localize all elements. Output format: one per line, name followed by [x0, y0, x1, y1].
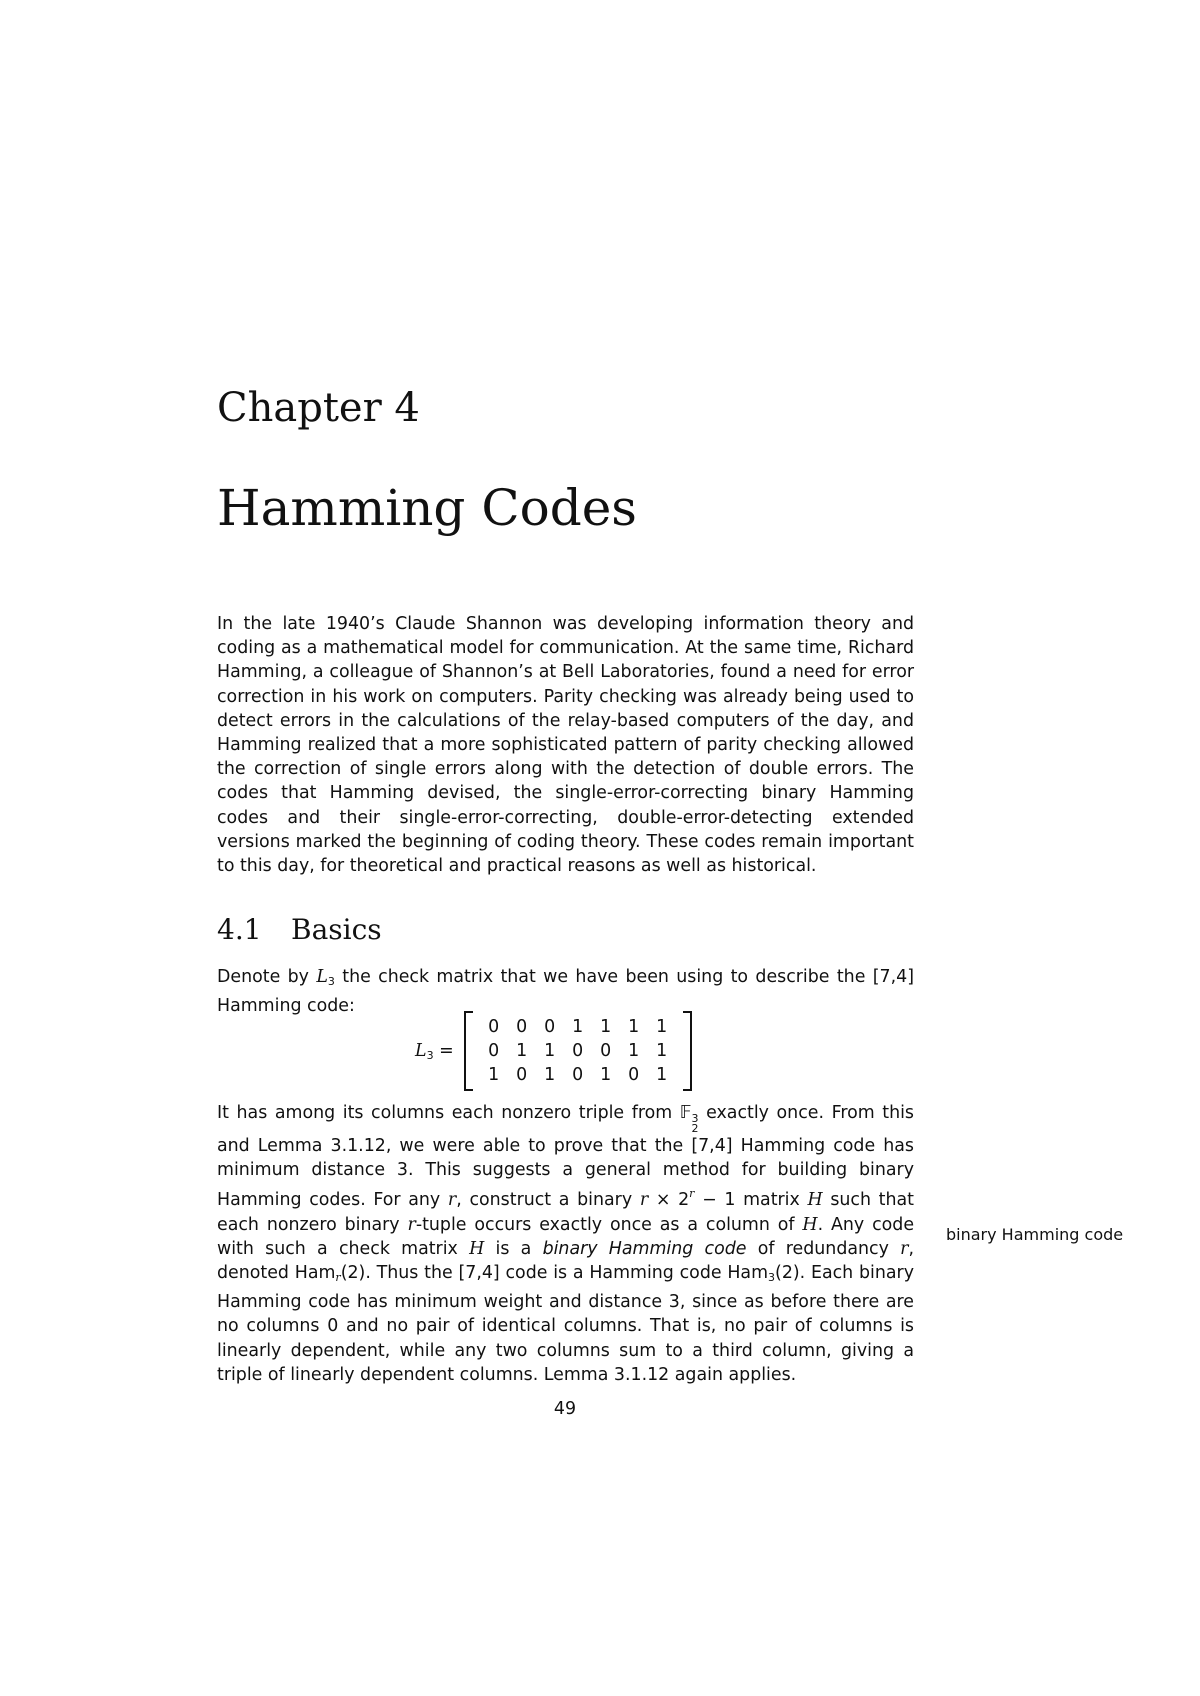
section-heading: [217, 913, 382, 947]
math-symbol: H: [802, 1214, 818, 1235]
matrix-cell: 1: [656, 1065, 668, 1085]
matrix-cell: 1: [600, 1017, 612, 1037]
page-number: 49: [553, 1399, 577, 1419]
matrix-cell: 0: [516, 1065, 528, 1085]
text-run: (2). Thus the [7,4] code is a Hamming code Ham: [340, 1263, 769, 1284]
math-symbol: H: [807, 1190, 823, 1211]
math-subscript: r: [335, 1271, 341, 1285]
matrix-cell: 1: [544, 1065, 556, 1085]
matrix-cell: 1: [628, 1041, 640, 1061]
math-subscript: 2: [691, 1122, 699, 1135]
matrix-cell: 0: [572, 1065, 584, 1085]
math-symbol: L: [316, 967, 328, 987]
math-subscript: 3: [426, 1048, 434, 1062]
matrix-equation: [415, 1011, 692, 1091]
matrix-cell: 0: [628, 1065, 640, 1085]
matrix-cell: 1: [516, 1041, 528, 1061]
math-subscript: 3: [768, 1271, 776, 1285]
text-run: (2). Each binary Hamming code has minimum weight and distance 3, since as before there are no columns 0 and no pair of identical columns. That is, no pair of columns is linearly dependent, while any two columns sum to a third column, giving a triple of linearly dependent columns. Lemma 3.1.12 again applies.: [217, 1263, 914, 1385]
matrix-cell: 1: [544, 1041, 556, 1061]
text-run: , denoted Ham: [217, 1238, 915, 1284]
text-run: exactly once. From this and Lemma 3.1.12, we were able to prove that the [7,4] Hamming code has minimum distance 3. This suggests a general method for building binary Hamming codes. For any: [217, 1103, 914, 1211]
math-symbol: L: [415, 1040, 427, 1061]
basics-paragraph-2: [217, 1101, 914, 1387]
text-run: -tuple occurs exactly once as a column of: [415, 1214, 803, 1235]
matrix-cell: 0: [600, 1041, 612, 1061]
check-matrix: [464, 1011, 692, 1091]
matrix-cell: 0: [516, 1017, 528, 1037]
text-run: Denote by: [217, 967, 317, 987]
text-run: × 2: [648, 1190, 690, 1211]
chapter-label: Chapter 4: [217, 385, 420, 431]
math-subscript: 3: [327, 975, 335, 988]
section-title: Basics: [291, 913, 382, 946]
text-run: , construct a binary: [456, 1190, 640, 1211]
field-scripts: [692, 1114, 699, 1134]
text-run: is a: [484, 1238, 543, 1259]
intro-paragraph: In the late 1940’s Claude Shannon was developing information theory and coding as a mathematical model for communication. At the same time, Richard Hamming, a colleague of Shannon’s at Bell Laboratories, found a need for error correction in his work on computers. Parity checking was already being used to detect errors in the calculations of the relay-based computers of the day, and Hamming realized that a more sophisticated pattern of parity checking allowed the correction of single errors along with the detection of double errors. The codes that Hamming devised, the single-error-correcting binary Hamming codes and their single-error-correcting, double-error-detecting extended versions marked the beginning of coding theory. These codes remain important to this day, for theoretical and practical reasons as well as historical.: [217, 614, 914, 877]
margin-note: binary Hamming code: [946, 1225, 1124, 1244]
math-symbol: r: [407, 1214, 416, 1235]
matrix-cell: 1: [488, 1065, 500, 1085]
chapter-title: Hamming Codes: [217, 479, 637, 537]
math-symbol: r: [447, 1190, 457, 1211]
equals-sign: =: [433, 1040, 454, 1061]
text-run: . Any code with such a check matrix: [217, 1214, 915, 1259]
matrix-cell: 1: [656, 1041, 668, 1061]
math-superscript: 3: [691, 1112, 699, 1125]
defined-term: binary Hamming code: [542, 1238, 747, 1259]
text-run: the check matrix that we have been using to describe the [7,4] Hamming code:: [217, 967, 914, 1017]
matrix-lhs: [415, 1041, 454, 1062]
math-symbol: r: [900, 1238, 909, 1259]
math-symbol: H: [469, 1238, 485, 1259]
section-number: 4.1: [217, 913, 262, 946]
matrix-cell: 1: [656, 1017, 668, 1037]
text-run: of redundancy: [746, 1238, 901, 1259]
field-symbol: 𝔽: [679, 1103, 692, 1123]
matrix-cell: 1: [572, 1017, 584, 1037]
text-run: − 1 matrix: [694, 1190, 808, 1211]
matrix-cell: 0: [488, 1041, 500, 1061]
text-run: It has among its columns each nonzero triple from: [217, 1103, 680, 1123]
text-run: such that each nonzero binary: [217, 1190, 915, 1235]
matrix-cell: 0: [544, 1017, 556, 1037]
math-symbol: r: [639, 1190, 649, 1211]
math-superscript: r: [689, 1187, 695, 1201]
matrix-cell: 1: [628, 1017, 640, 1037]
matrix-cell: 0: [488, 1017, 500, 1037]
matrix-cell: 1: [600, 1065, 612, 1085]
matrix-cell: 0: [572, 1041, 584, 1061]
